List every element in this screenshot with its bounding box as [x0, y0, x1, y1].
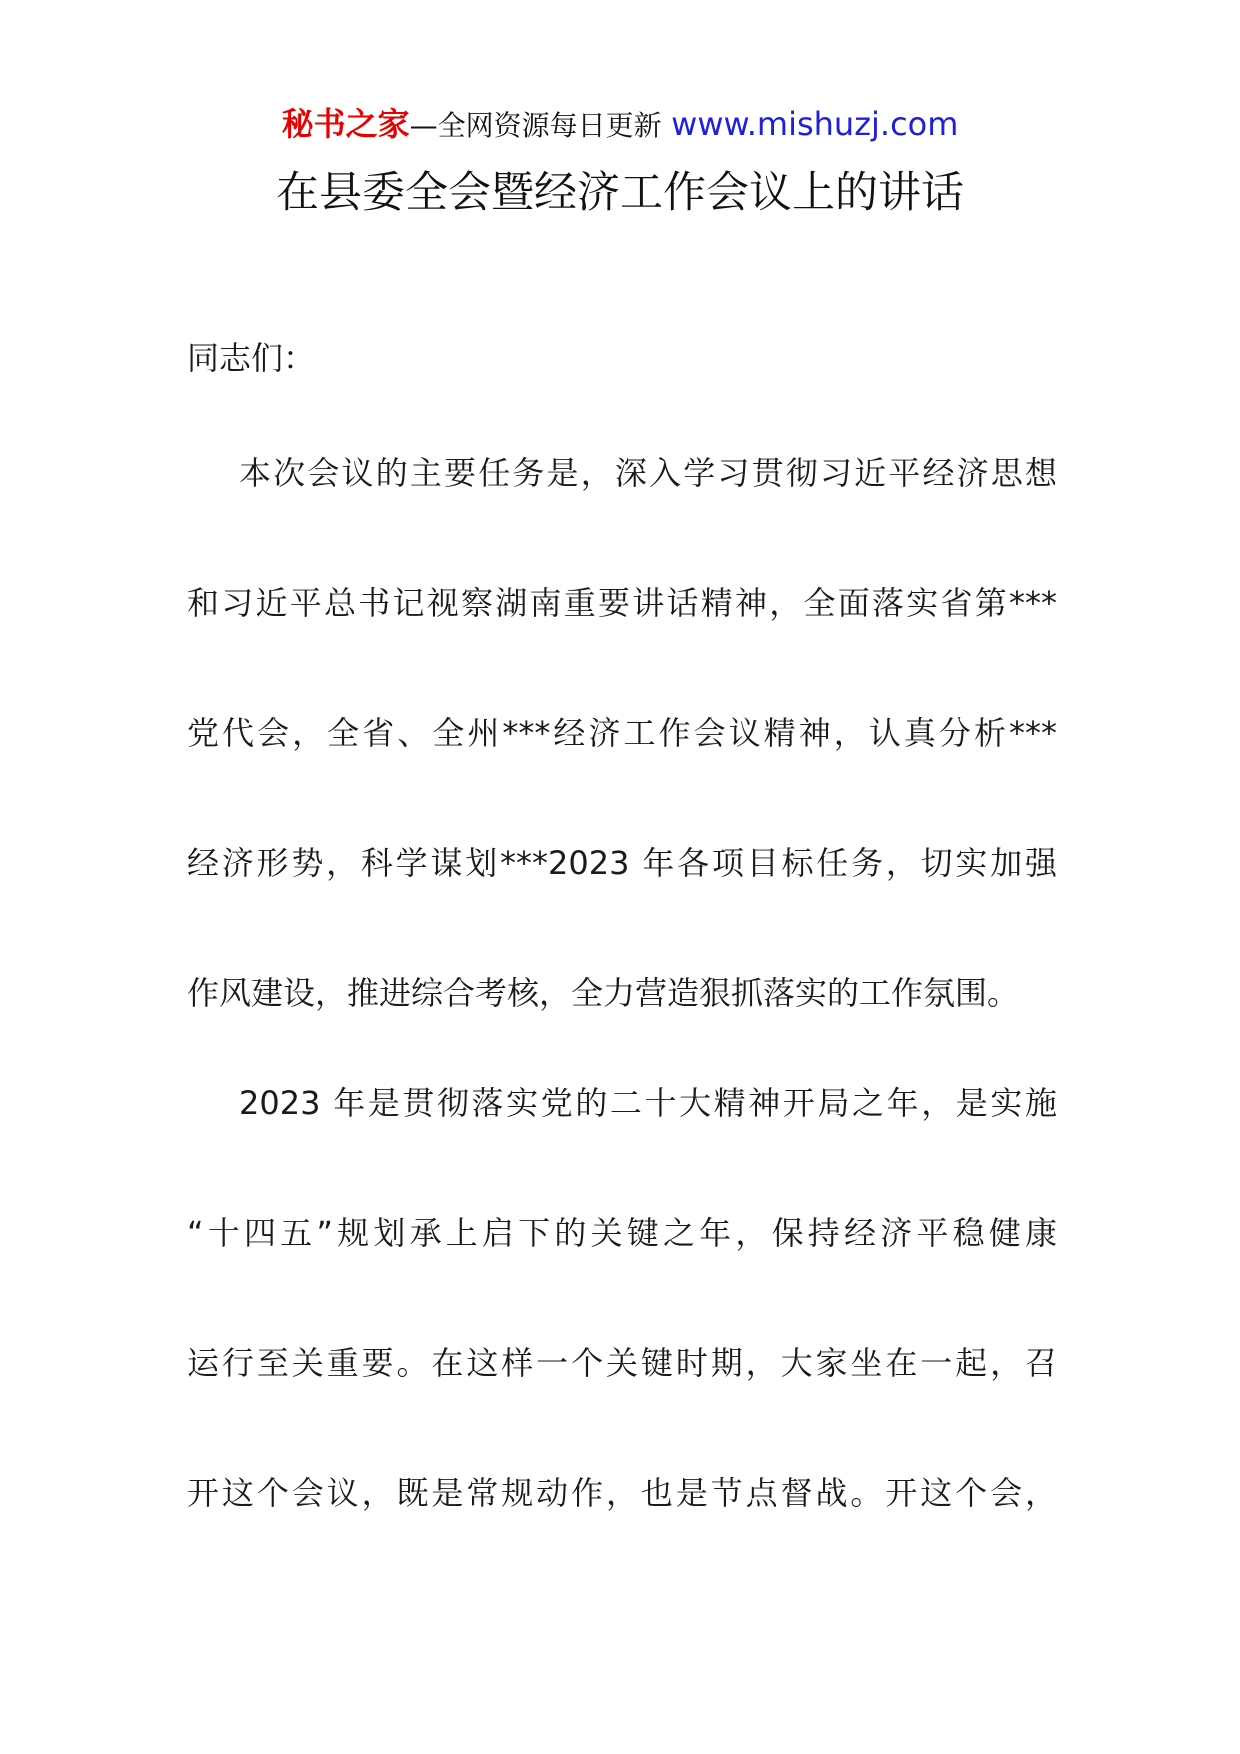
paragraph-1-line-4: 经济形势，科学谋划***2023 年各项目标任务，切实加强 — [187, 844, 1057, 882]
site-tagline: —全网资源每日更新 — [409, 109, 662, 142]
paragraph-2-line-1: 2023 年是贯彻落实党的二十大精神开局之年，是实施 — [239, 1084, 1057, 1122]
paragraph-2-line-4: 开这个会议，既是常规动作，也是节点督战。开这个会， — [187, 1474, 1057, 1512]
paragraph-1-line-3: 党代会，全省、全州***经济工作会议精神，认真分析*** — [187, 714, 1057, 752]
paragraph-1-line-5: 作风建设，推进综合考核，全力营造狠抓落实的工作氛围。 — [187, 974, 1020, 1012]
paragraph-1-line-2: 和习近平总书记视察湖南重要讲话精神，全面落实省第*** — [187, 584, 1057, 622]
paragraph-2-line-3: 运行至关重要。在这样一个关键时期，大家坐在一起，召 — [187, 1344, 1057, 1382]
salutation: 同志们： — [187, 339, 316, 377]
paragraph-1-line-1: 本次会议的主要任务是，深入学习贯彻习近平经济思想 — [239, 454, 1057, 492]
site-brand: 秘书之家 — [281, 105, 410, 143]
site-url-link[interactable]: www.mishuzj.com — [671, 105, 959, 143]
paragraph-2-line-2: “十四五”规划承上启下的关键之年，保持经济平稳健康 — [187, 1214, 1057, 1252]
site-header — [0, 100, 1240, 150]
document-title: 在县委全会暨经济工作会议上的讲话 — [276, 168, 964, 218]
